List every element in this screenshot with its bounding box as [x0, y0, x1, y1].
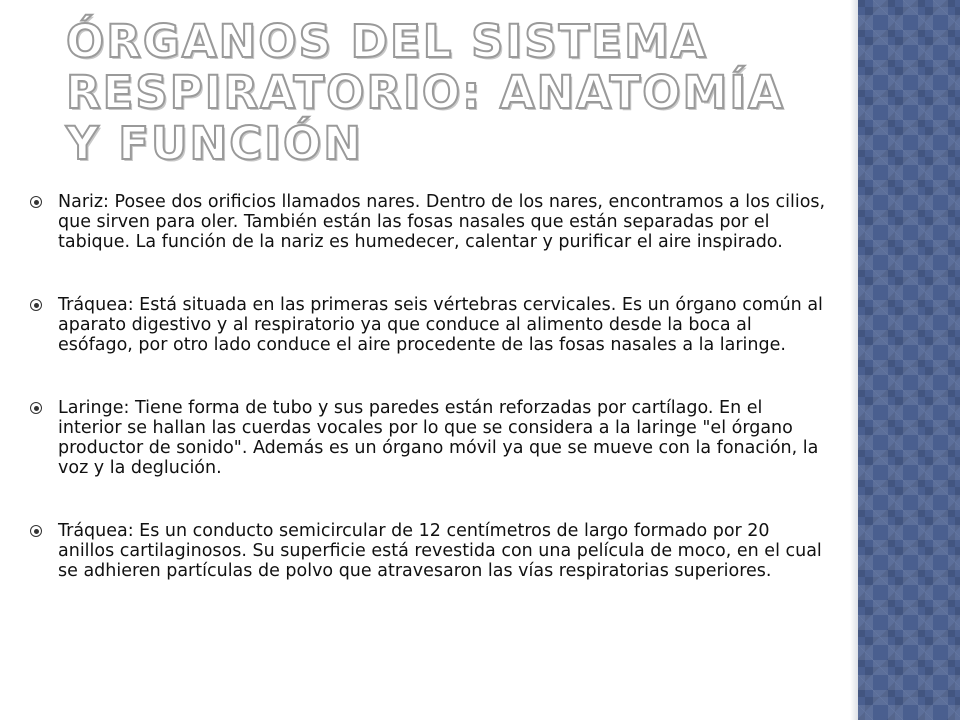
- target-bullet-icon: [30, 196, 42, 208]
- bullet-text: Tráquea: Es un conducto semicircular de 12 centímetros de largo formado por 20 anillos cartilaginosos. Su superficie está revestida con una película de moco, en el cual se adhieren partículas de polvo que atravesaron las vías respiratorias superiores.: [58, 521, 822, 581]
- bullet-item-laringe: [30, 398, 830, 478]
- bullet-text: Nariz: Posee dos orificios llamados nares. Dentro de los nares, encontramos a los cilios, que sirven para oler. También están las fosas nasales que están separadas por el tabique. La función de la nariz es humedecer, calentar y purificar el aire inspirado.: [58, 192, 826, 252]
- bullet-text: Tráquea: Está situada en las primeras seis vértebras cervicales. Es un órgano común al aparato digestivo y al respiratorio ya que conduce al alimento desde la boca al esófago, por otro lado conduce el aire procedente de las fosas nasales a la laringe.: [58, 295, 823, 355]
- side-panel-edge: [850, 0, 858, 720]
- slide-title: ÓRGANOS DEL SISTEMA RESPIRATORIO: ANATOMÍA Y FUNCIÓN: [66, 15, 785, 170]
- bullet-item-nariz: [30, 192, 830, 252]
- target-bullet-icon: [30, 299, 42, 311]
- bullet-list: [30, 192, 830, 624]
- decorative-side-panel: [858, 0, 960, 720]
- target-bullet-icon: [30, 525, 42, 537]
- target-bullet-icon: [30, 402, 42, 414]
- bullet-item-traquea: [30, 295, 830, 355]
- bullet-text: Laringe: Tiene forma de tubo y sus paredes están reforzadas por cartílago. En el interior se hallan las cuerdas vocales por lo que se considera a la laringe "el órgano productor de sonido". Además es un órgano móvil ya que se mueve con la fonación, la voz y la deglución.: [58, 398, 819, 478]
- bullet-item-traquea-2: [30, 521, 830, 581]
